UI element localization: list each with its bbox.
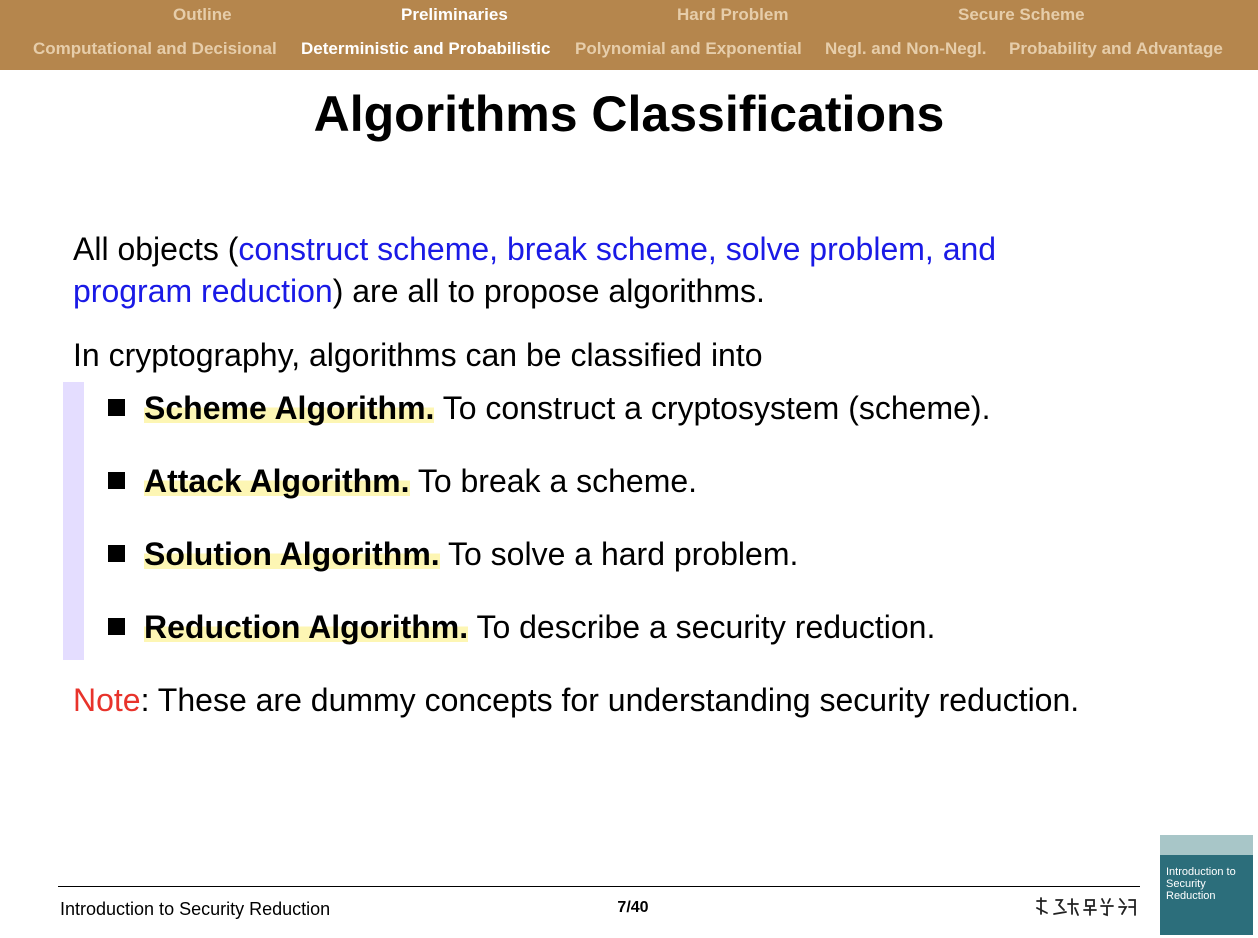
square-bullet-icon	[108, 618, 125, 635]
footer-divider	[58, 886, 1140, 887]
square-bullet-icon	[108, 545, 125, 562]
nav-subsection-deterministic-probabilistic[interactable]: Deterministic and Probabilistic	[301, 39, 551, 58]
calligraphy-logo-icon	[1034, 896, 1138, 918]
nav-subsection-probability-advantage[interactable]: Probability and Advantage	[1009, 39, 1223, 58]
nav-subsection-computational-decisional[interactable]: Computational and Decisional	[33, 39, 277, 58]
nav-section-preliminaries[interactable]: Preliminaries	[401, 5, 508, 24]
list-item-description: To break a scheme.	[417, 463, 698, 499]
nav-section-hard-problem[interactable]: Hard Problem	[677, 5, 789, 24]
navigation-header	[0, 0, 1258, 70]
book-cover-title: Introduction to Security Reduction	[1166, 866, 1236, 902]
book-cover-image	[1160, 835, 1253, 935]
square-bullet-icon	[108, 472, 125, 489]
intro-line-1	[73, 228, 996, 270]
intro-prefix: All objects (	[73, 231, 239, 267]
nav-subsection-negl-non-negl[interactable]: Negl. and Non-Negl.	[825, 39, 987, 58]
list-item-term: Solution Algorithm.	[144, 536, 440, 572]
list-item-term: Reduction Algorithm.	[144, 609, 469, 645]
slide-title: Algorithms Classifications	[313, 86, 945, 142]
intro-suffix: ) are all to propose algorithms.	[332, 273, 765, 309]
list-item-description: To solve a hard problem.	[447, 536, 799, 572]
footer-title: Introduction to Security Reduction	[60, 899, 331, 919]
list-side-bar	[63, 382, 84, 660]
list-item-description: To describe a security reduction.	[476, 609, 936, 645]
subsection-nav	[0, 34, 1258, 66]
list-item-term: Scheme Algorithm.	[144, 390, 435, 426]
nav-section-secure-scheme[interactable]: Secure Scheme	[958, 5, 1085, 24]
intro-line-2	[73, 270, 996, 312]
note-paragraph	[73, 679, 1079, 721]
note-text: : These are dummy concepts for understanding security reduction.	[140, 682, 1080, 718]
intro-highlight-line-2: program reduction	[73, 273, 333, 309]
page-number: 7/40	[617, 899, 649, 916]
square-bullet-icon	[108, 399, 125, 416]
lead-sentence: In cryptography, algorithms can be classified into	[73, 337, 763, 373]
list-item-scheme-algorithm	[108, 387, 990, 429]
nav-subsection-polynomial-exponential[interactable]: Polynomial and Exponential	[575, 39, 802, 58]
list-item-attack-algorithm	[108, 460, 697, 502]
list-item-description: To construct a cryptosystem (scheme).	[442, 390, 991, 426]
list-item-term: Attack Algorithm.	[144, 463, 410, 499]
list-item-reduction-algorithm	[108, 606, 935, 648]
section-nav	[0, 0, 1258, 32]
book-cover-header	[1160, 835, 1253, 855]
intro-highlight-line-1: construct scheme, break scheme, solve problem, and	[238, 231, 997, 267]
note-label: Note	[73, 682, 141, 718]
intro-paragraph	[73, 228, 996, 312]
list-item-solution-algorithm	[108, 533, 798, 575]
nav-section-outline[interactable]: Outline	[173, 5, 232, 24]
